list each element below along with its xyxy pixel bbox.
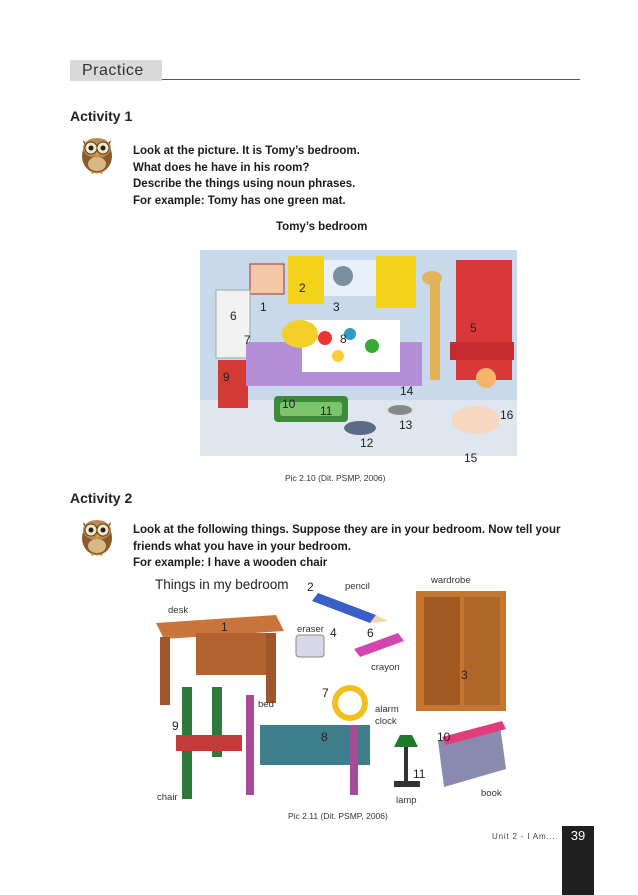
label-bed: bed <box>258 699 274 710</box>
picture-number: 8 <box>340 332 347 346</box>
picture-number: 15 <box>464 451 478 465</box>
label-clock: clock <box>375 716 397 727</box>
instruction-line: What does he have in his room? <box>133 161 310 174</box>
label-pencil: pencil <box>345 581 370 592</box>
instruction-line: Look at the following things. Suppose they are in your bedroom. Now tell your <box>133 524 561 536</box>
things-picture-title: Things in my bedroom <box>155 577 289 592</box>
label-chair: chair <box>157 792 178 803</box>
label-wardrobe: wardrobe <box>431 575 471 586</box>
activity-2-title: Activity 2 <box>70 490 133 506</box>
bedroom-illustration <box>200 250 517 456</box>
page-number: 39 <box>570 828 586 843</box>
activity-1-instructions <box>133 143 360 209</box>
label-book: book <box>481 788 502 799</box>
owl-icon <box>77 130 117 174</box>
instruction-line: friends what you have in your bedroom. <box>133 540 351 553</box>
picture-number: 2 <box>299 281 306 295</box>
picture-number: 5 <box>470 321 477 335</box>
picture-number: 13 <box>399 418 413 432</box>
picture-number: 10 <box>282 397 296 411</box>
picture-number: 6 <box>367 626 374 640</box>
picture-number: 8 <box>321 730 328 744</box>
picture-number: 1 <box>221 620 228 634</box>
picture-number: 1 <box>260 300 267 314</box>
label-crayon: crayon <box>371 662 400 673</box>
picture-number: 3 <box>461 668 468 682</box>
picture-number: 16 <box>500 408 514 422</box>
picture-number: 6 <box>230 309 237 323</box>
picture-caption: Pic 2.11 (Dit. PSMP, 2006) <box>288 811 388 821</box>
label-eraser: eraser <box>297 624 324 635</box>
picture-number: 12 <box>360 436 374 450</box>
picture-number: 14 <box>400 384 414 398</box>
picture-number: 4 <box>330 626 337 640</box>
activity-1-title: Activity 1 <box>70 108 133 124</box>
instruction-line: Describe the things using noun phrases. <box>133 178 356 190</box>
picture-number: 9 <box>172 719 179 733</box>
picture-caption: Pic 2.10 (Dit. PSMP, 2006) <box>285 473 386 483</box>
picture-number: 11 <box>413 767 426 781</box>
picture-title: Tomy’s bedroom <box>276 221 368 233</box>
owl-icon <box>77 512 117 556</box>
things-illustration <box>150 575 510 805</box>
picture-number: 7 <box>244 333 251 347</box>
activity-2-instructions <box>133 522 560 572</box>
footer-unit: Unit 2 - I Am.... <box>492 832 559 841</box>
picture-number: 9 <box>223 370 230 384</box>
section-divider <box>162 79 580 80</box>
instruction-line: For example: Tomy has one green mat. <box>133 194 346 207</box>
picture-number: 10 <box>437 730 451 744</box>
label-alarm: alarm <box>375 704 399 715</box>
picture-number: 3 <box>333 300 340 314</box>
picture-number: 2 <box>307 580 314 594</box>
section-title: Practice <box>82 62 144 79</box>
instruction-line: For example: I have a wooden chair <box>133 557 328 569</box>
picture-number: 11 <box>320 404 333 418</box>
label-lamp: lamp <box>396 795 417 806</box>
picture-number: 7 <box>322 686 329 700</box>
instruction-line: Look at the picture. It is Tomy’s bedroom. <box>133 145 360 157</box>
label-desk: desk <box>168 605 189 616</box>
